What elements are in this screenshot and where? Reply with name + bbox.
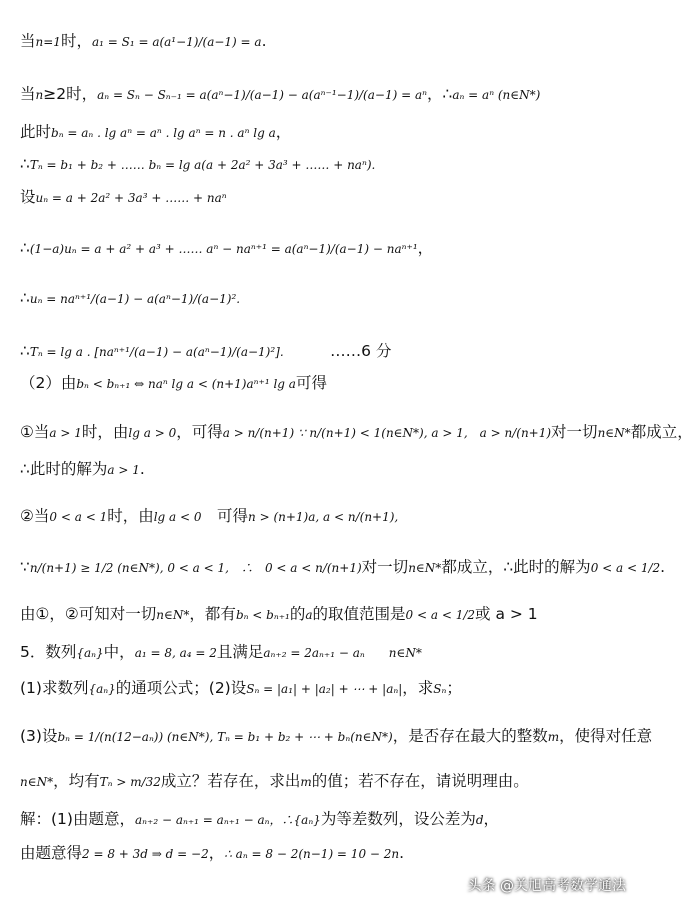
line-text: 都成立，∴此时的解为 bbox=[441, 558, 591, 576]
line-text: 由①，②可知对一切 bbox=[20, 605, 157, 623]
text-line bbox=[20, 340, 632, 363]
line-text: 对一切 bbox=[551, 423, 598, 441]
math-expression: bₙ < bₙ₊₁ ⇔ naⁿ lg a < (n+1)aⁿ⁺¹ lg a bbox=[76, 377, 296, 391]
line-text: ，∴ bbox=[426, 85, 453, 103]
text-line bbox=[20, 121, 632, 144]
line-text: 或 a > 1 bbox=[475, 605, 538, 623]
line-text: 的 bbox=[289, 605, 306, 623]
line-text: 为等差数列，设公差为 bbox=[320, 810, 476, 828]
line-text: ，可得 bbox=[176, 423, 223, 441]
math-expression: a > 1 bbox=[107, 463, 140, 477]
line-text: 时， bbox=[60, 32, 92, 50]
math-expression: lg a < 0 bbox=[153, 510, 202, 524]
math-expression: bₙ < bₙ₊₁ bbox=[235, 608, 290, 622]
text-line bbox=[20, 677, 632, 700]
line-text: 此时 bbox=[20, 123, 52, 141]
line-text: . bbox=[399, 844, 405, 862]
math-expression: Tₙ = b₁ + b₂ + …… bₙ = lg a(a + 2a² + 3a³ + …… + naⁿ). bbox=[29, 158, 376, 172]
text-line bbox=[20, 842, 632, 865]
text-line bbox=[20, 372, 632, 395]
math-expression: aₙ = Sₙ − Sₙ₋₁ = a(aⁿ−1)/(a−1) − a(aⁿ⁻¹−1)/(a−1) = aⁿ bbox=[97, 88, 427, 102]
math-expression: a₁ = S₁ = a(a¹−1)/(a−1) = a bbox=[91, 35, 262, 49]
line-text: . bbox=[660, 558, 666, 576]
line-text: ， bbox=[275, 123, 292, 141]
math-expression: m bbox=[300, 775, 312, 789]
line-text: ≥2时， bbox=[43, 85, 98, 103]
line-text: ∵ bbox=[20, 558, 30, 576]
text-line bbox=[20, 30, 632, 53]
line-text: ∴ bbox=[20, 155, 30, 173]
math-expression: lg a > 0 bbox=[128, 426, 177, 440]
text-line bbox=[20, 770, 632, 793]
text-line bbox=[20, 421, 693, 444]
line-text: 解：(1)由题意， bbox=[20, 810, 135, 828]
text-line bbox=[20, 808, 632, 831]
math-expression: n∈N* bbox=[156, 608, 190, 622]
math-expression: a > n/(n+1) ∵ n/(n+1) < 1(n∈N*), a > 1, a > n/(n+1) bbox=[222, 426, 552, 440]
line-text: ，求 bbox=[402, 679, 434, 697]
line-text: ①当 bbox=[20, 423, 50, 441]
line-text: 当 bbox=[20, 32, 36, 50]
line-text: ……6 分 bbox=[283, 342, 392, 360]
line-text: ∴此时的解为 bbox=[20, 460, 108, 478]
math-expression: ∴ aₙ = 8 − 2(n−1) = 10 − 2n bbox=[224, 847, 400, 861]
line-text: 设 bbox=[20, 188, 36, 206]
line-text: 5．数列 bbox=[20, 643, 77, 661]
text-line bbox=[20, 83, 632, 106]
line-text: 的通项公式；(2)设 bbox=[115, 679, 247, 697]
math-expression: {aₙ} bbox=[76, 646, 104, 660]
line-text: ∴ bbox=[20, 289, 30, 307]
line-text: (3)设 bbox=[20, 727, 58, 745]
text-line bbox=[20, 603, 632, 626]
line-text: 都成立， bbox=[630, 423, 693, 441]
text-line bbox=[20, 556, 666, 579]
line-text: ，使得对任意 bbox=[559, 727, 653, 745]
line-text: 中， bbox=[103, 643, 135, 661]
line-text: ②当 bbox=[20, 507, 50, 525]
math-expression: a > 1 bbox=[49, 426, 82, 440]
line-text: ， bbox=[208, 844, 225, 862]
line-text: ，是否存在最大的整数 bbox=[392, 727, 548, 745]
line-text: 对一切 bbox=[361, 558, 409, 576]
math-expression: bₙ = 1/(n(12−aₙ)) (n∈N*), Tₙ = b₁ + b₂ + ⋯ + bₙ(n∈N*) bbox=[57, 730, 393, 744]
line-text: 可得 bbox=[295, 374, 327, 392]
line-text: 的取值范围是 bbox=[312, 605, 406, 623]
text-line bbox=[20, 458, 632, 481]
math-expression: aₙ₊₂ − aₙ₊₁ = aₙ₊₁ − aₙ，∴{aₙ} bbox=[134, 813, 321, 827]
line-text: 由题意得 bbox=[20, 844, 83, 862]
line-text: （2）由 bbox=[20, 374, 77, 392]
math-expression: d bbox=[475, 813, 484, 827]
math-expression: 0 < a < 1 bbox=[49, 510, 108, 524]
math-expression: {aₙ} bbox=[88, 682, 116, 696]
math-expression: n > (n+1)a, a < n/(n+1), bbox=[248, 510, 399, 524]
math-expression: n=1 bbox=[35, 35, 61, 49]
math-expression: n/(n+1) ≥ 1/2 (n∈N*), 0 < a < 1, ∴ 0 < a < n/(n+1) bbox=[29, 561, 362, 575]
line-text: ， bbox=[417, 239, 434, 257]
math-expression: uₙ = a + 2a² + 3a³ + …… + naⁿ bbox=[35, 191, 227, 205]
line-text: ； bbox=[446, 679, 462, 697]
math-expression: 0 < a < 1/2 bbox=[590, 561, 661, 575]
math-expression: n∈N* bbox=[408, 561, 442, 575]
line-text: . bbox=[139, 460, 145, 478]
math-expression: bₙ = aₙ . lg aⁿ = aⁿ . lg aⁿ = n . aⁿ lg a bbox=[51, 126, 276, 140]
math-expression: aₙ₊₂ = 2aₙ₊₁ − aₙ n∈N* bbox=[263, 646, 422, 660]
math-expression: 2 = 8 + 3d ⇒ d = −2 bbox=[82, 847, 209, 861]
text-line bbox=[20, 186, 632, 209]
math-expression: aₙ = aⁿ (n∈N*) bbox=[452, 88, 541, 102]
math-expression: Tₙ > m/32 bbox=[99, 775, 161, 789]
text-line bbox=[20, 237, 632, 260]
line-text: 成立？若存在，求出 bbox=[160, 772, 301, 790]
line-text: ，都有 bbox=[189, 605, 236, 623]
text-line bbox=[20, 505, 632, 528]
line-text: (1)求数列 bbox=[20, 679, 89, 697]
line-text: ∴ bbox=[20, 342, 30, 360]
math-expression: (1−a)uₙ = a + a² + a³ + …… aⁿ − naⁿ⁺¹ = a(aⁿ−1)/(a−1) − naⁿ⁺¹ bbox=[29, 242, 418, 256]
math-expression: Sₙ bbox=[433, 682, 447, 696]
line-text: 时，由 bbox=[107, 507, 154, 525]
math-expression: a bbox=[305, 608, 313, 622]
math-expression: n∈N* bbox=[597, 426, 631, 440]
text-line bbox=[20, 641, 632, 664]
math-expression: Sₙ = |a₁| + |a₂| + ⋯ + |aₙ| bbox=[246, 682, 403, 696]
text-line bbox=[20, 287, 632, 310]
watermark: 头条 @关旭高考数学通法 bbox=[467, 878, 626, 894]
line-text: ， bbox=[483, 810, 500, 828]
math-expression: n∈N* bbox=[20, 775, 54, 789]
math-expression: uₙ = naⁿ⁺¹/(a−1) − a(aⁿ−1)/(a−1)². bbox=[29, 292, 241, 306]
math-expression: a₁ = 8, a₄ = 2 bbox=[134, 646, 217, 660]
line-text: 可得 bbox=[201, 507, 249, 525]
math-expression: m bbox=[547, 730, 560, 744]
line-text: 且满足 bbox=[216, 643, 264, 661]
line-text: ，均有 bbox=[53, 772, 100, 790]
math-expression: 0 < a < 1/2 bbox=[405, 608, 476, 622]
line-text: 的值；若不存在，请说明理由。 bbox=[311, 772, 529, 790]
text-line bbox=[20, 153, 632, 176]
text-line bbox=[20, 725, 653, 748]
math-expression: Tₙ = lg a . [naⁿ⁺¹/(a−1) − a(aⁿ−1)/(a−1)²]. bbox=[29, 345, 284, 359]
line-text: 当 bbox=[20, 85, 36, 103]
line-text: 时，由 bbox=[81, 423, 129, 441]
math-expression: n bbox=[35, 88, 44, 102]
line-text: ∴ bbox=[20, 239, 30, 257]
line-text: . bbox=[261, 32, 267, 50]
